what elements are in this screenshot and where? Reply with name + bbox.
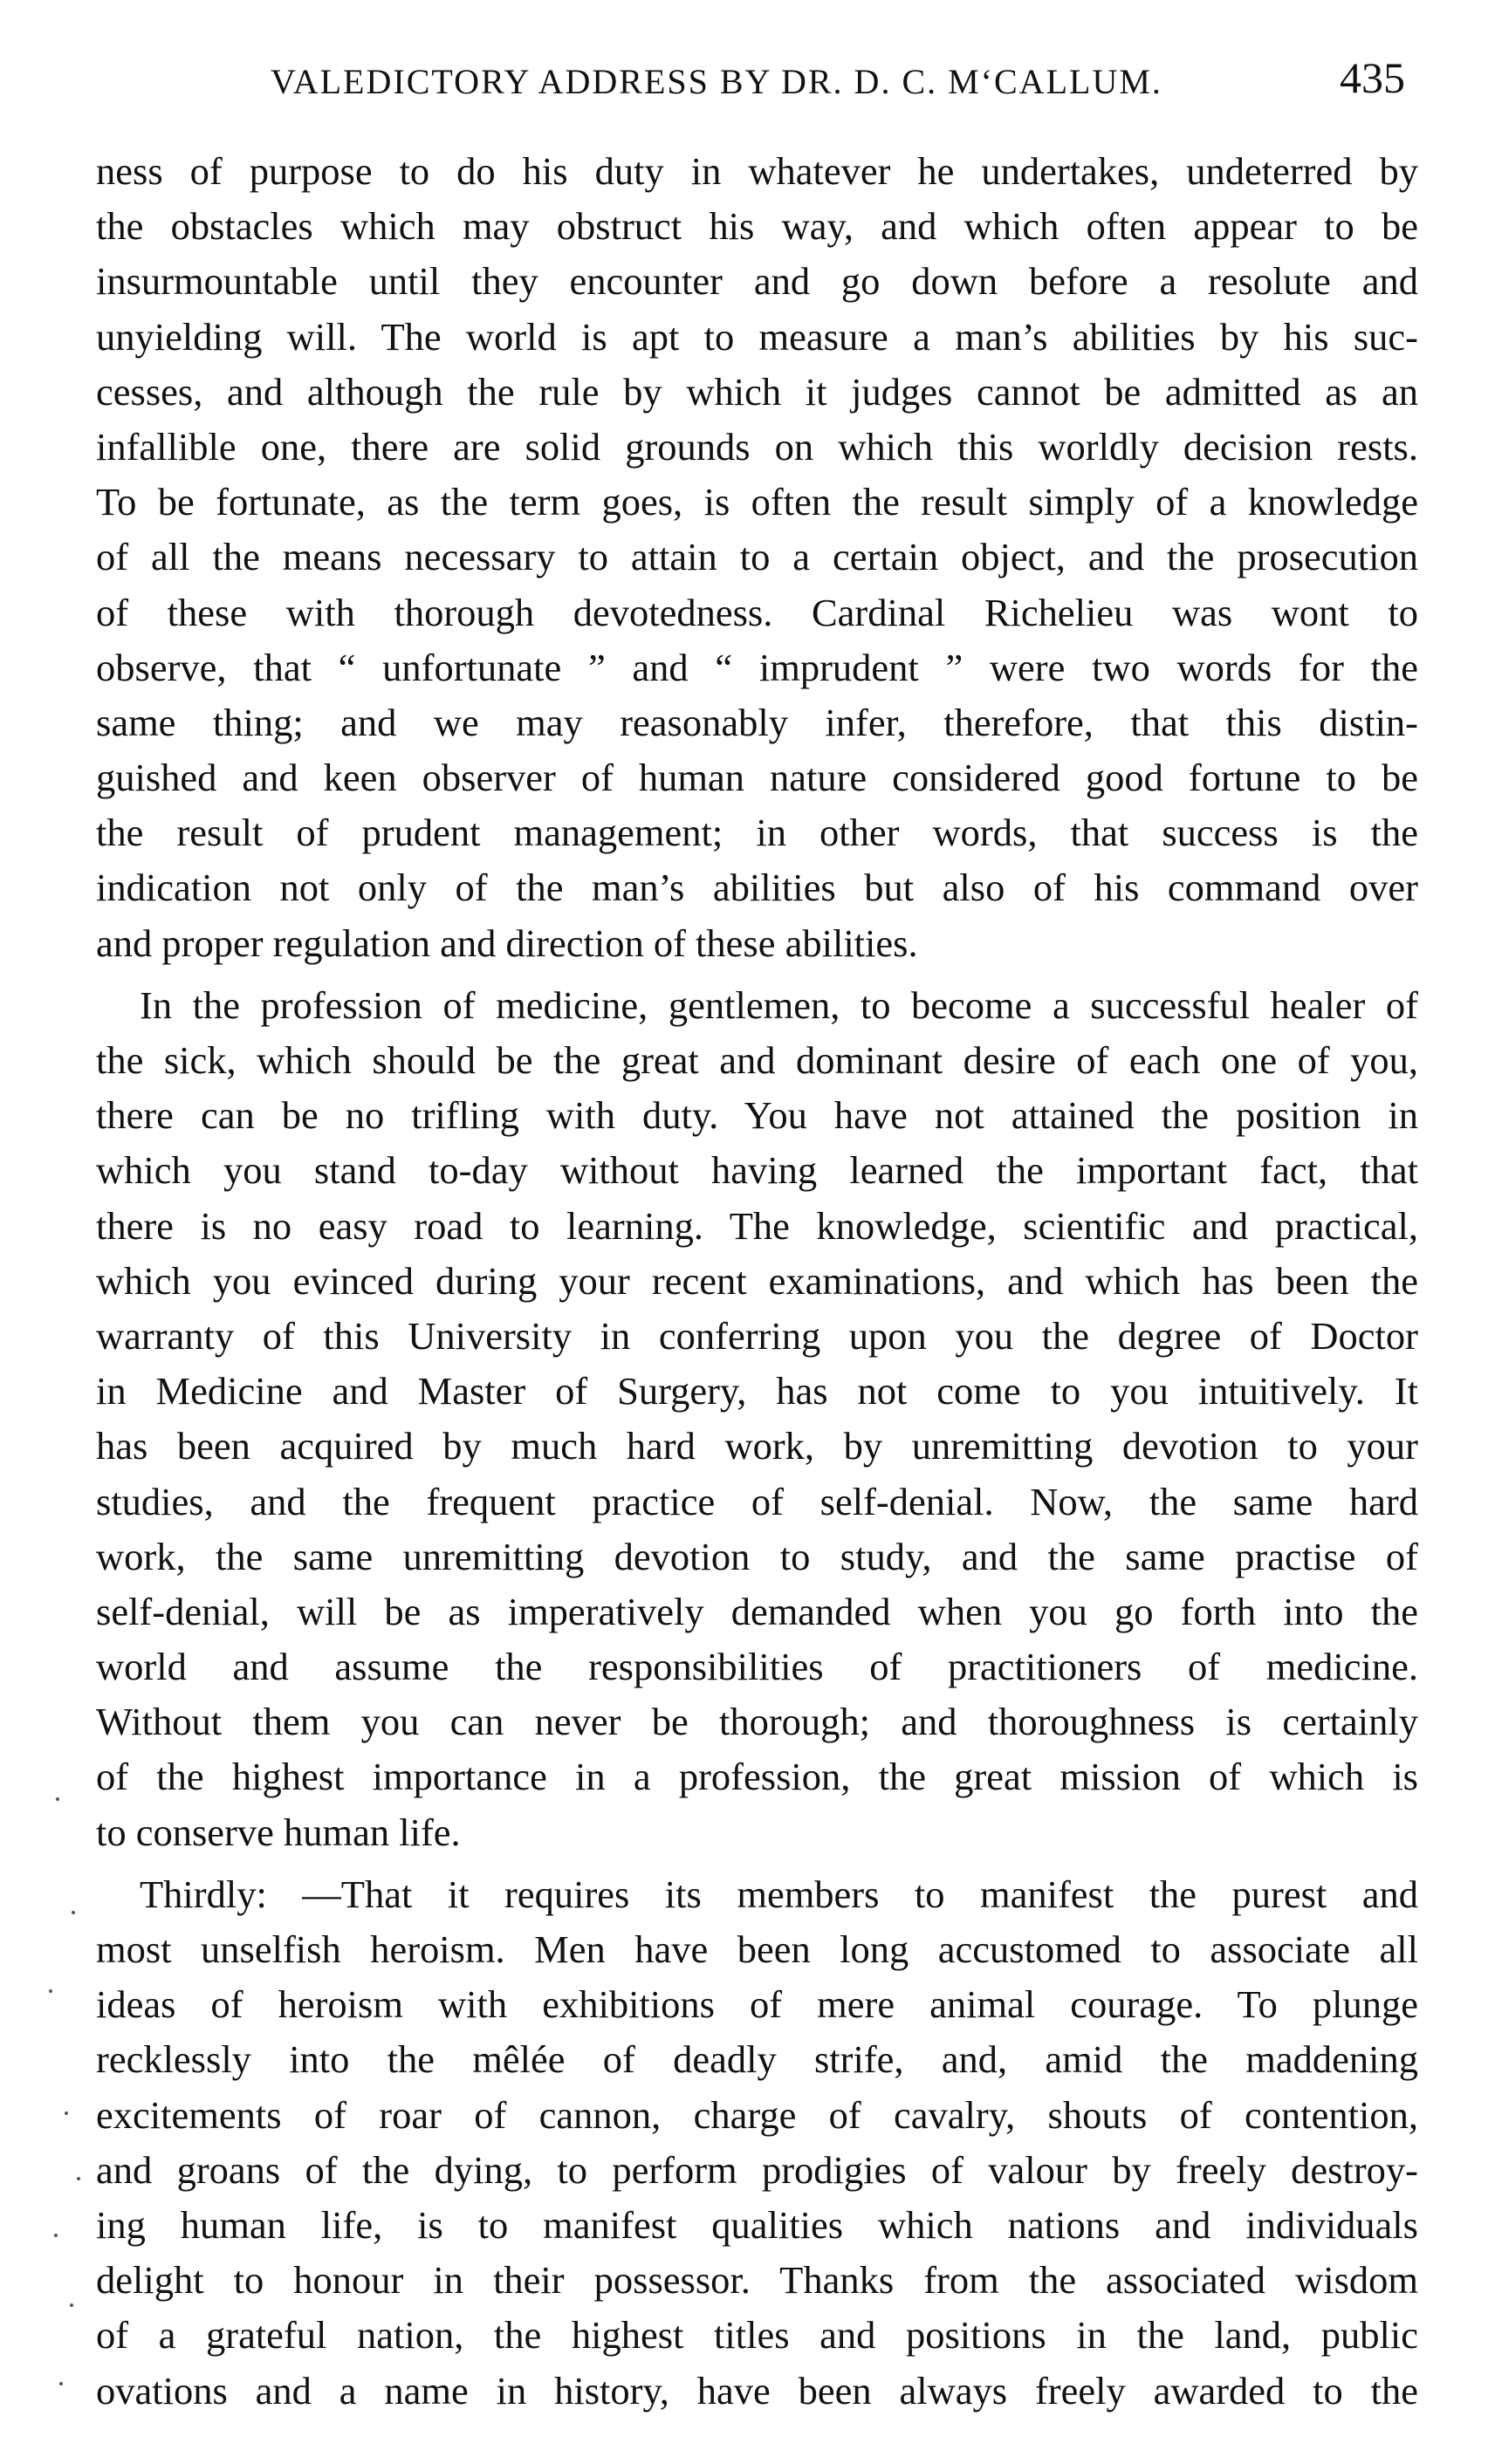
- text-line: and proper regulation and direction of these abilities.: [96, 921, 918, 965]
- running-title: VALEDICTORY ADDRESS BY DR. D. C. M‘CALLUM.: [271, 62, 1162, 101]
- text-line: the result of prudent management; in other words, that success is the: [96, 811, 1418, 855]
- paragraph-1: [96, 144, 1418, 971]
- text-line: to conserve human life.: [96, 1810, 461, 1854]
- text-line: ideas of heroism with exhibitions of mere animal courage. To plunge: [96, 1982, 1418, 2027]
- page-number: 435: [1340, 53, 1405, 102]
- text-line: insurmountable until they encounter and go down before a resolute and: [96, 259, 1418, 304]
- body-text: [96, 144, 1418, 2419]
- text-line: of all the means necessary to attain to a certain object, and the prosecution: [96, 535, 1418, 579]
- text-line: studies, and the frequent practice of self-denial. Now, the same hard: [96, 1479, 1418, 1523]
- text-line: recklessly into the mêlée of deadly strife, and, amid the maddening: [96, 2037, 1418, 2082]
- text-line: ovations and a name in history, have been always freely awarded to the: [96, 2368, 1418, 2413]
- paragraph-2: [96, 978, 1418, 1860]
- text-line: excitements of roar of cannon, charge of cavalry, shouts of contention,: [96, 2092, 1418, 2137]
- text-line: ness of purpose to do his duty in whatever he undertakes, undeterred by: [96, 149, 1418, 193]
- text-line: warranty of this University in conferring upon you the degree of Doctor: [96, 1313, 1418, 1358]
- text-line: the sick, which should be the great and dominant desire of each one of you,: [96, 1038, 1418, 1082]
- text-line: most unselfish heroism. Men have been long accustomed to associate all: [96, 1927, 1418, 1971]
- text-line: delight to honour in their possessor. Thanks from the associated wisdom: [96, 2258, 1418, 2303]
- text-line: guished and keen observer of human nature considered good fortune to be: [96, 756, 1418, 800]
- text-line: indication not only of the man’s abilities but also of his command over: [96, 866, 1418, 910]
- text-line: same thing; and we may reasonably infer, therefore, that this distin-: [96, 700, 1418, 744]
- text-line: there can be no trifling with duty. You have not attained the position in: [96, 1093, 1418, 1138]
- text-line: ing human life, is to manifest qualities which nations and individuals: [96, 2202, 1418, 2247]
- text-line: Without them you can never be thorough; and thoroughness is certainly: [96, 1700, 1418, 1744]
- text-line: cesses, and although the rule by which it judges cannot be admitted as an: [96, 369, 1418, 414]
- text-line: and groans of the dying, to perform prodigies of valour by freely destroy-: [96, 2147, 1418, 2192]
- text-line: infallible one, there are solid grounds on which this worldly decision rests.: [96, 424, 1418, 469]
- text-line: the obstacles which may obstruct his way, and which often appear to be: [96, 204, 1418, 249]
- text-line: unyielding will. The world is apt to measure a man’s abilities by his suc-: [96, 314, 1418, 359]
- text-line: of the highest importance in a profession, the great mission of which is: [96, 1755, 1418, 1799]
- text-line: of a grateful nation, the highest titles and positions in the land, public: [96, 2313, 1418, 2358]
- text-line: In the profession of medicine, gentlemen, to become a successful healer of: [140, 982, 1418, 1027]
- paragraph-3: [96, 1867, 1418, 2419]
- text-line: work, the same unremitting devotion to study, and the same practise of: [96, 1534, 1418, 1578]
- running-head: [96, 45, 1405, 115]
- text-line: in Medicine and Master of Surgery, has not come to you intuitively. It: [96, 1369, 1418, 1413]
- text-line: which you stand to-day without having learned the important fact, that: [96, 1148, 1418, 1193]
- text-line: self-denial, will be as imperatively demanded when you go forth into the: [96, 1589, 1418, 1633]
- text-line: world and assume the responsibilities of practitioners of medicine.: [96, 1645, 1418, 1689]
- text-line: observe, that “ unfortunate ” and “ imprudent ” were two words for the: [96, 645, 1418, 689]
- margin-specks: [38, 1780, 91, 2443]
- text-line: To be fortunate, as the term goes, is often the result simply of a knowledge: [96, 480, 1418, 524]
- text-line: has been acquired by much hard work, by unremitting devotion to your: [96, 1424, 1418, 1468]
- text-line: of these with thorough devotedness. Cardinal Richelieu was wont to: [96, 590, 1418, 634]
- text-line: which you evinced during your recent examinations, and which has been the: [96, 1258, 1418, 1303]
- text-line: Thirdly: —That it requires its members to manifest the purest and: [140, 1872, 1418, 1916]
- text-line: there is no easy road to learning. The knowledge, scientific and practical,: [96, 1203, 1418, 1248]
